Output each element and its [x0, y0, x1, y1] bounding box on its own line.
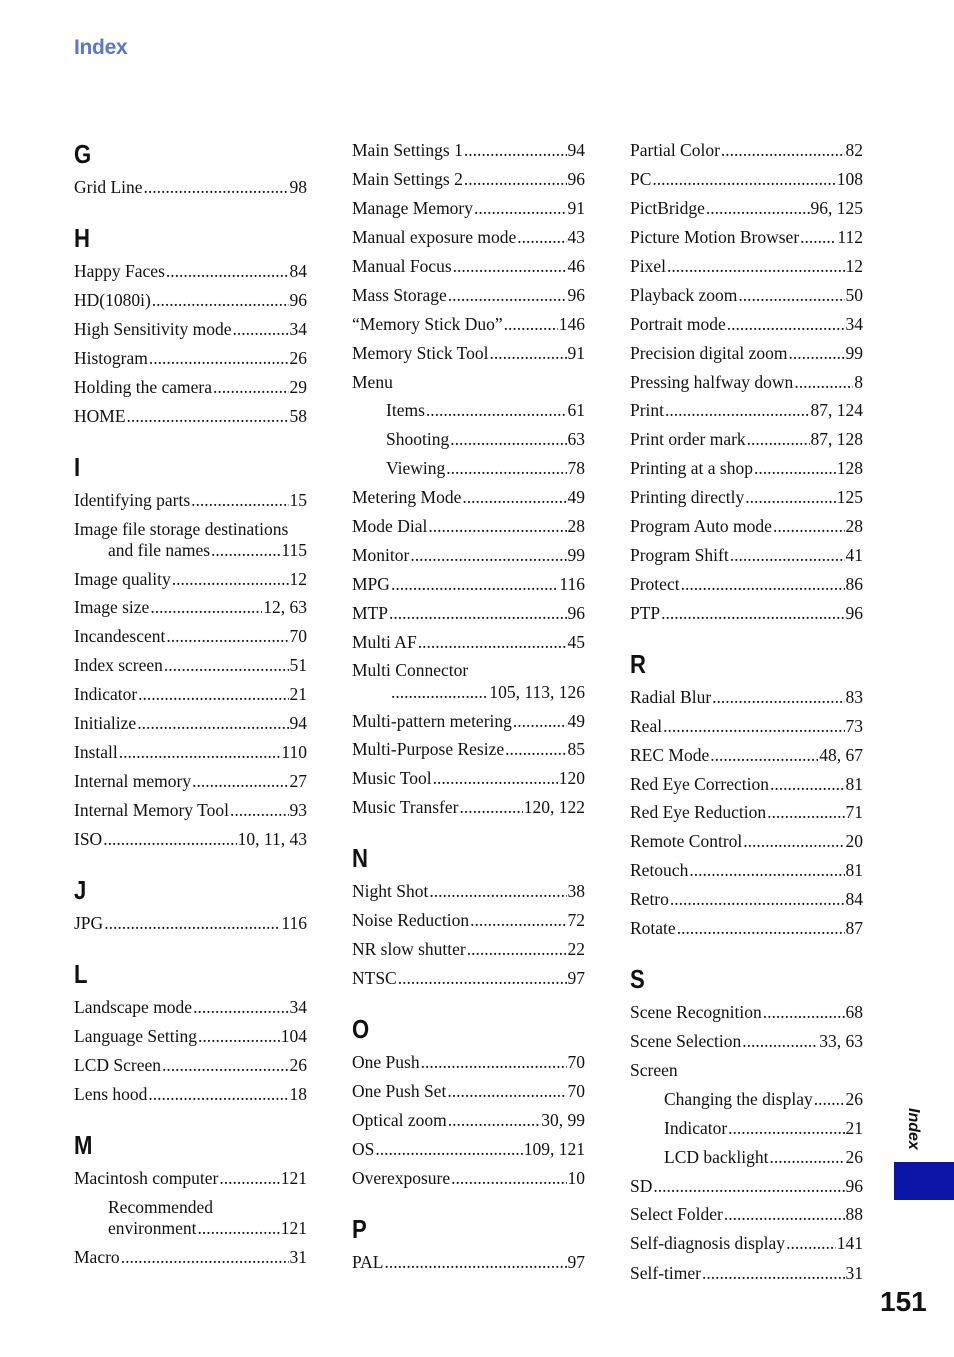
section-letter-o: O: [352, 1014, 370, 1044]
index-entry: Macintosh computer ..... 121: [74, 1168, 307, 1189]
section-letter-g: G: [74, 139, 92, 169]
page-number: 151: [880, 1286, 927, 1317]
index-entry: PictBridge ..... 96, 125: [630, 198, 863, 219]
index-entry: Landscape mode ..... 34: [74, 997, 307, 1018]
index-entry: Memory Stick Tool ..... 91: [352, 343, 585, 364]
index-entry: Printing at a shop ..... 128: [630, 458, 863, 479]
index-entry: Overexposure ..... 10: [352, 1168, 585, 1189]
index-entry: Macro ..... 31: [74, 1247, 307, 1268]
index-entry: Manual exposure mode ..... 43: [352, 227, 585, 248]
index-entry: One Push Set ..... 70: [352, 1081, 585, 1102]
index-entry-sub: Viewing ..... 78: [386, 458, 585, 479]
index-entry: Picture Motion Browser ..... 112: [630, 227, 863, 248]
index-entry-sub: environment ..... 121: [108, 1218, 307, 1239]
index-entry: Red Eye Reduction ..... 71: [630, 802, 863, 823]
index-entry: Noise Reduction ..... 72: [352, 910, 585, 931]
index-entry: Language Setting ..... 104: [74, 1026, 307, 1047]
index-entry: Image size ..... 12, 63: [74, 597, 307, 618]
index-entry: Red Eye Correction ..... 81: [630, 774, 863, 795]
index-entry: NTSC ..... 97: [352, 968, 585, 989]
index-entry: Happy Faces ..... 84: [74, 261, 307, 282]
index-entry: Indicator ..... 21: [74, 684, 307, 705]
index-entry: Scene Selection ..... 33, 63: [630, 1031, 863, 1052]
index-entry: Monitor ..... 99: [352, 545, 585, 566]
index-entry: Metering Mode ..... 49: [352, 487, 585, 508]
index-entry-sub: Recommended: [108, 1197, 213, 1217]
index-entry: Multi AF ..... 45: [352, 632, 585, 653]
section-letter-p: P: [352, 1214, 367, 1244]
index-entry: Lens hood ..... 18: [74, 1084, 307, 1105]
index-entry: Mode Dial ..... 28: [352, 516, 585, 537]
index-entry: JPG ..... 116: [74, 913, 307, 934]
index-entry: PC ..... 108: [630, 169, 863, 190]
index-entry: Music Transfer ..... 120, 122: [352, 797, 585, 818]
index-entry: Internal Memory Tool ..... 93: [74, 800, 307, 821]
index-entry-sub: ..... 105, 113, 126: [390, 682, 585, 703]
index-entry: Histogram ..... 26: [74, 348, 307, 369]
section-letter-n: N: [352, 843, 368, 873]
index-entry: PTP ..... 96: [630, 603, 863, 624]
index-entry: Main Settings 1 ..... 94: [352, 140, 585, 161]
index-entry-sub: Indicator ..... 21: [664, 1118, 863, 1139]
index-entry: Music Tool ..... 120: [352, 768, 585, 789]
index-entry: Portrait mode ..... 34: [630, 314, 863, 335]
index-entry: Self-timer ..... 31: [630, 1263, 863, 1284]
index-entry: Retouch ..... 81: [630, 860, 863, 881]
index-entry: Partial Color ..... 82: [630, 140, 863, 161]
section-letter-j: J: [74, 875, 87, 905]
index-entry: Image quality ..... 12: [74, 569, 307, 590]
index-entry: OS ..... 109, 121: [352, 1139, 585, 1160]
index-entry: Mass Storage ..... 96: [352, 285, 585, 306]
index-entry: Multi-pattern metering ..... 49: [352, 711, 585, 732]
index-entry: REC Mode ..... 48, 67: [630, 745, 863, 766]
index-entry: Scene Recognition ..... 68: [630, 1002, 863, 1023]
index-entry: Program Auto mode ..... 28: [630, 516, 863, 537]
index-entry: SD ..... 96: [630, 1176, 863, 1197]
index-entry: “Memory Stick Duo” ..... 146: [352, 314, 585, 335]
section-letter-r: R: [630, 649, 646, 679]
index-entry: Printing directly ..... 125: [630, 487, 863, 508]
index-entry: Program Shift ..... 41: [630, 545, 863, 566]
index-entry: Precision digital zoom ..... 99: [630, 343, 863, 364]
index-entry: High Sensitivity mode ..... 34: [74, 319, 307, 340]
page-header-title: Index: [74, 36, 128, 59]
index-entry: Holding the camera ..... 29: [74, 377, 307, 398]
section-letter-m: M: [74, 1130, 93, 1160]
index-entry: Identifying parts ..... 15: [74, 490, 307, 511]
section-letter-s: S: [630, 964, 645, 994]
index-entry-sub: and file names ..... 115: [108, 540, 307, 561]
side-tab-marker: [894, 1162, 954, 1200]
index-entry: Multi-Purpose Resize ..... 85: [352, 739, 585, 760]
index-entry: Radial Blur ..... 83: [630, 687, 863, 708]
index-entry: Install ..... 110: [74, 742, 307, 763]
index-entry: Manage Memory ..... 91: [352, 198, 585, 219]
index-entry-sub: Changing the display ..... 26: [664, 1089, 863, 1110]
index-entry: Print order mark ..... 87, 128: [630, 429, 863, 450]
index-entry: Select Folder ..... 88: [630, 1204, 863, 1225]
index-entry-sub: Shooting ..... 63: [386, 429, 585, 450]
index-entry: HD(1080i) ..... 96: [74, 290, 307, 311]
index-entry: Image file storage destinations: [74, 519, 289, 539]
index-entry: MPG ..... 116: [352, 574, 585, 595]
index-entry: Real ..... 73: [630, 716, 863, 737]
index-entry: Incandescent ..... 70: [74, 626, 307, 647]
index-entry: One Push ..... 70: [352, 1052, 585, 1073]
index-entry: Self-diagnosis display ..... 141: [630, 1233, 863, 1254]
side-tab-label: Index: [905, 1108, 922, 1150]
index-entry: PAL ..... 97: [352, 1252, 585, 1273]
index-entry: Playback zoom ..... 50: [630, 285, 863, 306]
index-entry: Print ..... 87, 124: [630, 400, 863, 421]
index-entry: MTP ..... 96: [352, 603, 585, 624]
index-entry: Night Shot ..... 38: [352, 881, 585, 902]
index-entry: Pressing halfway down ..... 8: [630, 372, 863, 393]
section-letter-i: I: [74, 452, 81, 482]
index-entry-sub: LCD backlight ..... 26: [664, 1147, 863, 1168]
index-entry: Menu: [352, 372, 393, 392]
index-entry: Main Settings 2 ..... 96: [352, 169, 585, 190]
index-entry: Retro ..... 84: [630, 889, 863, 910]
index-entry: Grid Line ..... 98: [74, 177, 307, 198]
index-entry: Manual Focus ..... 46: [352, 256, 585, 277]
section-letter-l: L: [74, 959, 88, 989]
index-entry: Protect ..... 86: [630, 574, 863, 595]
index-entry: LCD Screen ..... 26: [74, 1055, 307, 1076]
index-entry: HOME ..... 58: [74, 406, 307, 427]
index-entry: Optical zoom ..... 30, 99: [352, 1110, 585, 1131]
section-letter-h: H: [74, 223, 90, 253]
index-entry: Rotate ..... 87: [630, 918, 863, 939]
index-entry-sub: Items ..... 61: [386, 400, 585, 421]
index-entry: NR slow shutter ..... 22: [352, 939, 585, 960]
index-entry: Screen: [630, 1060, 678, 1080]
index-entry: Initialize ..... 94: [74, 713, 307, 734]
index-entry: Index screen ..... 51: [74, 655, 307, 676]
index-entry: Internal memory ..... 27: [74, 771, 307, 792]
index-entry: Pixel ..... 12: [630, 256, 863, 277]
index-entry: ISO ..... 10, 11, 43: [74, 829, 307, 850]
index-entry: Multi Connector: [352, 660, 469, 680]
index-entry: Remote Control ..... 20: [630, 831, 863, 852]
